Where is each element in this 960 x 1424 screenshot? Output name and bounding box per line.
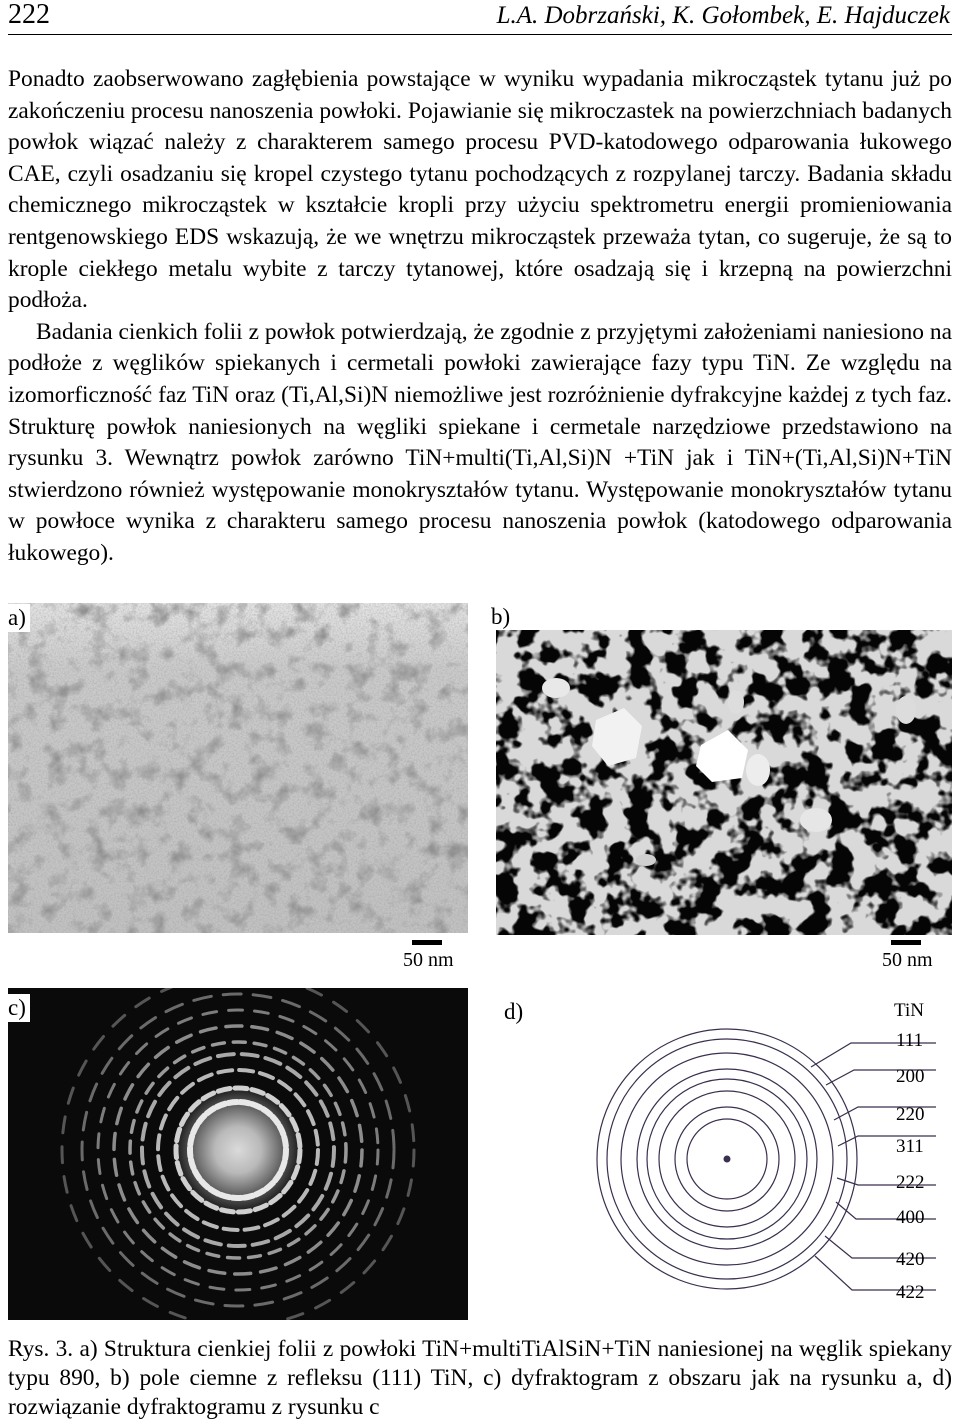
body-text — [8, 64, 952, 570]
running-head-authors: L.A. Dobrzański, K. Gołombek, E. Hajduczek — [496, 2, 950, 29]
diffraction-pattern — [8, 988, 468, 1320]
panel-label-c: c) — [8, 994, 30, 1022]
reflection-label: 311 — [896, 1136, 924, 1157]
scale-label-a: 50 nm — [403, 949, 454, 971]
page-header — [8, 0, 952, 35]
dark-field-image — [496, 630, 952, 935]
scale-label-b: 50 nm — [882, 949, 933, 971]
reflection-label: 222 — [896, 1172, 925, 1193]
diffraction-solution-schematic — [496, 988, 952, 1320]
reflection-label: 200 — [896, 1066, 925, 1087]
bright-field-image — [8, 603, 468, 933]
panel-label-d: d) — [504, 999, 524, 1024]
reflection-label: 422 — [896, 1282, 925, 1303]
panel-label-a: a) — [8, 604, 30, 632]
scale-bar-b — [891, 940, 921, 945]
micrograph-bright-field — [8, 603, 468, 933]
paragraph-1: Ponadto zaobserwowano zagłębienia powstające w wyniku wypadania mikrocząstek tytanu już po zakończeniu procesu nanoszenia powłoki. Pojawianie się mikroczastek na powierzchniach badanych powłok wiązać należy z charakterem samego procesu PVD-katodowego odparowania łukowego CAE, czyli osadzaniu się kropel czystego tytanu pochodzących z rozpylanej tarczy. Badania składu chemicznego mikrocząstek w kształcie kropli przy użyciu spektrometru energii promieniowania rentgenowskiego EDS wskazują, że we wnętrzu mikrocząstek przeważa tytan, co sugeruje, że są to krople ciekłego metalu wybite z tarczy tytanowej, które osadzają się i krzepną na powierzchni podłoża. — [8, 66, 952, 314]
reflection-label: 420 — [896, 1249, 925, 1270]
reflection-label: 400 — [896, 1207, 925, 1228]
diffraction-pattern-image — [8, 988, 468, 1320]
paragraph-2: Badania cienkich folii z powłok potwierdzają, że zgodnie z przyjętymi założeniami naniesiono na podłoże z węglików spiekanych i cermetali powłoki zawierające fazy typu TiN. Ze względu na izomorficzność faz TiN oraz (Ti,Al,Si)N niemożliwe jest rozróżnienie dyfrakcyjne każdej z tych faz. Strukturę powłok naniesionych na węgliki spiekane i cermetale narzędziowe przedstawiono na rysunku 3. Wewnątrz powłok zarówno TiN+multi(Ti,Al,Si)N +TiN jak i TiN+(Ti,Al,Si)N+TiN stwierdzono również występowanie monokryształów tytanu. Występowanie monokryształów tytanu w powłoce wynika z charakteru samego procesu nanoszenia powłok (katodowego odparowania łukowego). — [8, 318, 952, 566]
phase-label: TiN — [894, 1000, 924, 1021]
panel-label-b: b) — [491, 604, 511, 629]
scale-bar-a — [412, 940, 442, 945]
micrograph-dark-field — [496, 630, 952, 935]
schematic-rings — [496, 988, 952, 1320]
reflection-label: 111 — [896, 1030, 924, 1051]
reflection-label: 220 — [896, 1104, 925, 1125]
page-number: 222 — [8, 0, 50, 30]
figure-caption: Rys. 3. a) Struktura cienkiej folii z powłoki TiN+multiTiAlSiN+TiN naniesionej na węglik spiekany typu 890, b) pole ciemne z refleksu (111) TiN, c) dyfraktogram z obszaru jak na rysunku a, d) rozwiązanie dyfraktogramu z rysunku c — [8, 1336, 952, 1420]
